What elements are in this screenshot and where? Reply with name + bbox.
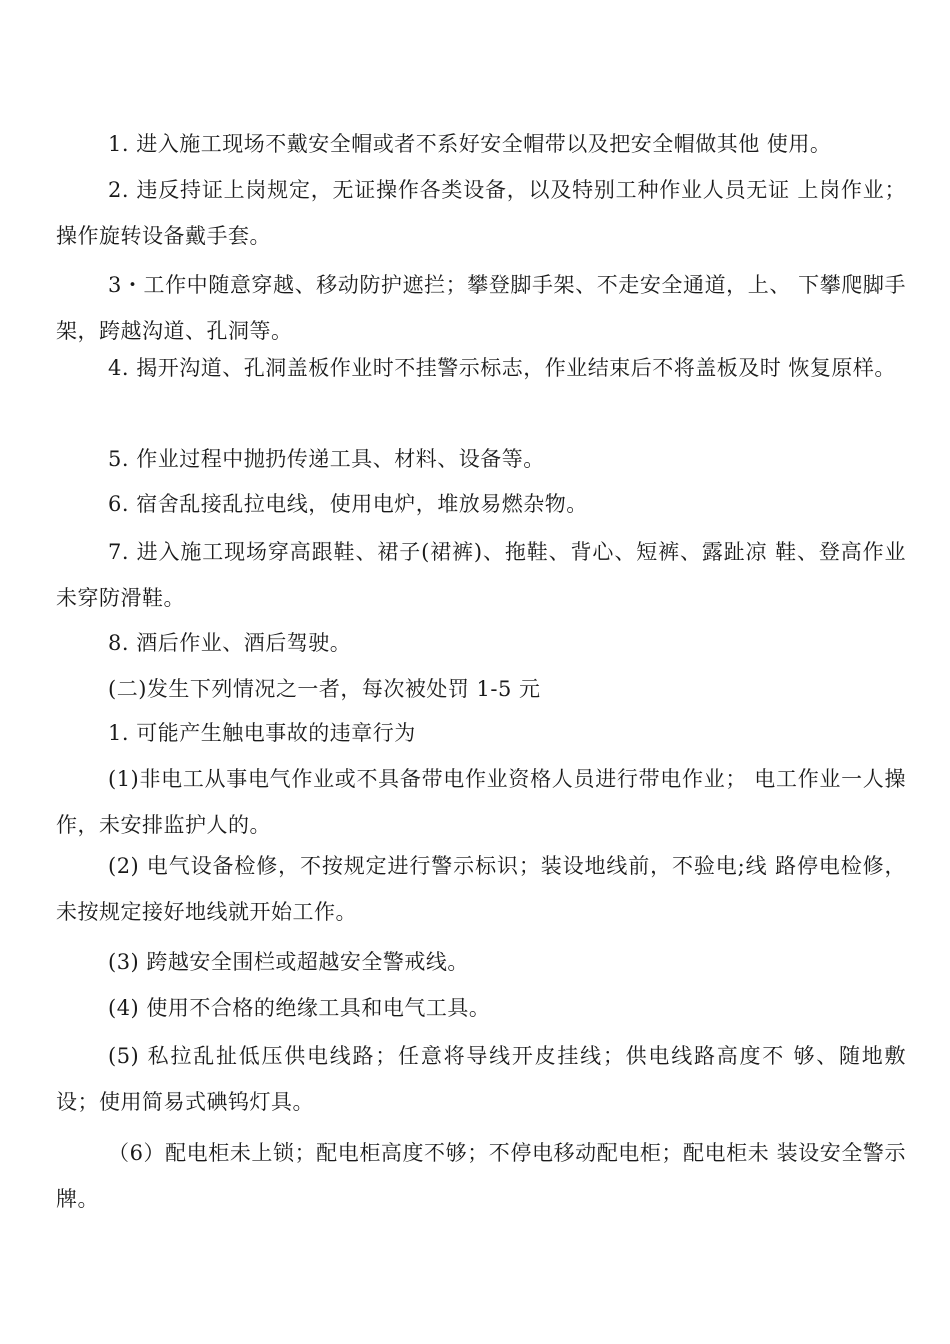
paragraph-5: 5. 作业过程中抛扔传递工具、材料、设备等。 <box>108 447 545 471</box>
item-4: (4) 使用不合格的绝缘工具和电气工具。 <box>108 996 491 1020</box>
paragraph-4: 4. 揭开沟道、孔洞盖板作业时不挂警示标志，作业结束后不将盖板及时 恢复原样。 <box>108 356 896 380</box>
item-6: （6）配电柜未上锁；配电柜高度不够；不停电移动配电柜；配电柜未 装设安全警示牌。 <box>56 1141 906 1211</box>
paragraph-8: 8. 酒后作业、酒后驾驶。 <box>108 631 352 655</box>
item-2: (2) 电气设备检修，不按规定进行警示标识；装设地线前，不验电;线 路停电检修，未按规定接好地线就开始工作。 <box>56 854 906 924</box>
section-heading: (二)发生下列情况之一者，每次被处罚 1-5 元 <box>108 677 541 701</box>
item-1: (1)非电工从事电气作业或不具备带电作业资格人员进行带电作业； 电工作业一人操作，未安排监护人的。 <box>56 767 906 837</box>
item-3: (3) 跨越安全围栏或超越安全警戒线。 <box>108 950 469 974</box>
paragraph-1: 1. 进入施工现场不戴安全帽或者不系好安全帽带以及把安全帽做其他 使用。 <box>108 132 832 156</box>
subsection-heading: 1. 可能产生触电事故的违章行为 <box>108 721 416 745</box>
item-5: (5) 私拉乱扯低压供电线路；任意将导线开皮挂线；供电线路高度不 够、随地敷设；使用简易式碘钨灯具。 <box>56 1044 906 1114</box>
paragraph-3: 3・工作中随意穿越、移动防护遮拦；攀登脚手架、不走安全通道，上、 下攀爬脚手架，跨越沟道、孔洞等。 <box>56 273 906 343</box>
paragraph-6: 6. 宿舍乱接乱拉电线，使用电炉，堆放易燃杂物。 <box>108 492 588 516</box>
paragraph-2: 2. 违反持证上岗规定，无证操作各类设备，以及特别工种作业人员无证 上岗作业；操作旋转设备戴手套。 <box>56 178 906 248</box>
paragraph-7: 7. 进入施工现场穿高跟鞋、裙子(裙裤)、拖鞋、背心、短裤、露趾凉 鞋、登高作业未穿防滑鞋。 <box>56 540 906 610</box>
